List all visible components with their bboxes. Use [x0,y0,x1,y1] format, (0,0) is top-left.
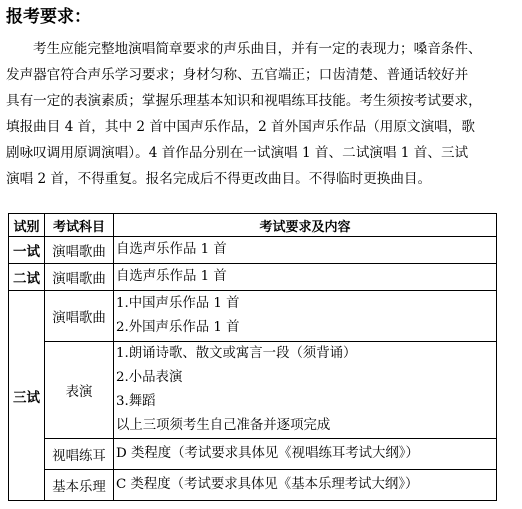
subject-cell: 演唱歌曲 [45,291,114,342]
table-row [9,291,497,342]
category-cell: 三试 [9,291,45,501]
table-row [9,264,497,291]
subject-cell: 表演 [45,342,114,439]
requirements-paragraph [6,36,498,192]
requirement-cell [114,264,497,291]
subject-cell: 基本乐理 [45,470,114,501]
requirement-line: 自选声乐作品 1 首 [116,242,227,257]
requirement-cell [114,439,497,470]
table-row [9,237,497,264]
table-row [9,470,497,501]
table-row [9,439,497,470]
requirement-cell [114,470,497,501]
requirement-line: D 类程度（考试要求具体见《视唱练耳考试大纲》） [116,446,419,461]
paragraph-line: 填报曲目 4 首，其中 2 首中国声乐作品，2 首外国声乐作品（用原文演唱，歌 [6,119,475,135]
requirement-line: 以上三项须考生自己准备并逐项完成 [116,418,331,433]
requirement-cell [114,237,497,264]
requirement-cell [114,342,497,439]
header-requirements: 考试要求及内容 [114,214,497,237]
requirement-line: 2.外国声乐作品 1 首 [116,320,240,335]
category-cell: 一试 [9,237,45,264]
category-cell: 二试 [9,264,45,291]
requirement-line: 1.中国声乐作品 1 首 [116,296,240,311]
paragraph-line: 考生应能完整地演唱简章要求的声乐曲目，并有一定的表现力；嗓音条件、 [33,41,482,57]
paragraph-line: 演唱 2 首，不得重复。报名完成后不得更改曲目。不得临时更换曲目。 [6,171,432,187]
header-subject: 考试科目 [45,214,114,237]
requirement-line: C 类程度（考试要求具体见《基本乐理考试大纲》） [116,477,419,492]
subject-cell: 视唱练耳 [45,439,114,470]
exam-requirements-table [8,213,497,501]
requirement-line: 自选声乐作品 1 首 [116,269,227,284]
requirement-cell [114,291,497,342]
subject-cell: 演唱歌曲 [45,237,114,264]
paragraph-line: 发声器官符合声乐学习要求；身材匀称、五官端正；口齿清楚、普通话较好并 [6,67,469,83]
paragraph-line: 具有一定的表演素质；掌握乐理基本知识和视唱练耳技能。考生须按考试要求， [6,93,482,109]
table-header-row [9,214,497,237]
requirement-line: 2.小品表演 [116,370,183,385]
requirement-line: 1.朗诵诗歌、散文或寓言一段（须背诵） [116,346,357,361]
table-row [9,342,497,439]
section-heading: 报考要求： [6,7,91,27]
requirement-line: 3.舞蹈 [116,394,156,409]
paragraph-line: 剧咏叹调用原调演唱）。4 首作品分别在一试演唱 1 首、二试演唱 1 首、三试 [6,145,469,161]
header-category: 试别 [9,214,45,237]
subject-cell: 演唱歌曲 [45,264,114,291]
